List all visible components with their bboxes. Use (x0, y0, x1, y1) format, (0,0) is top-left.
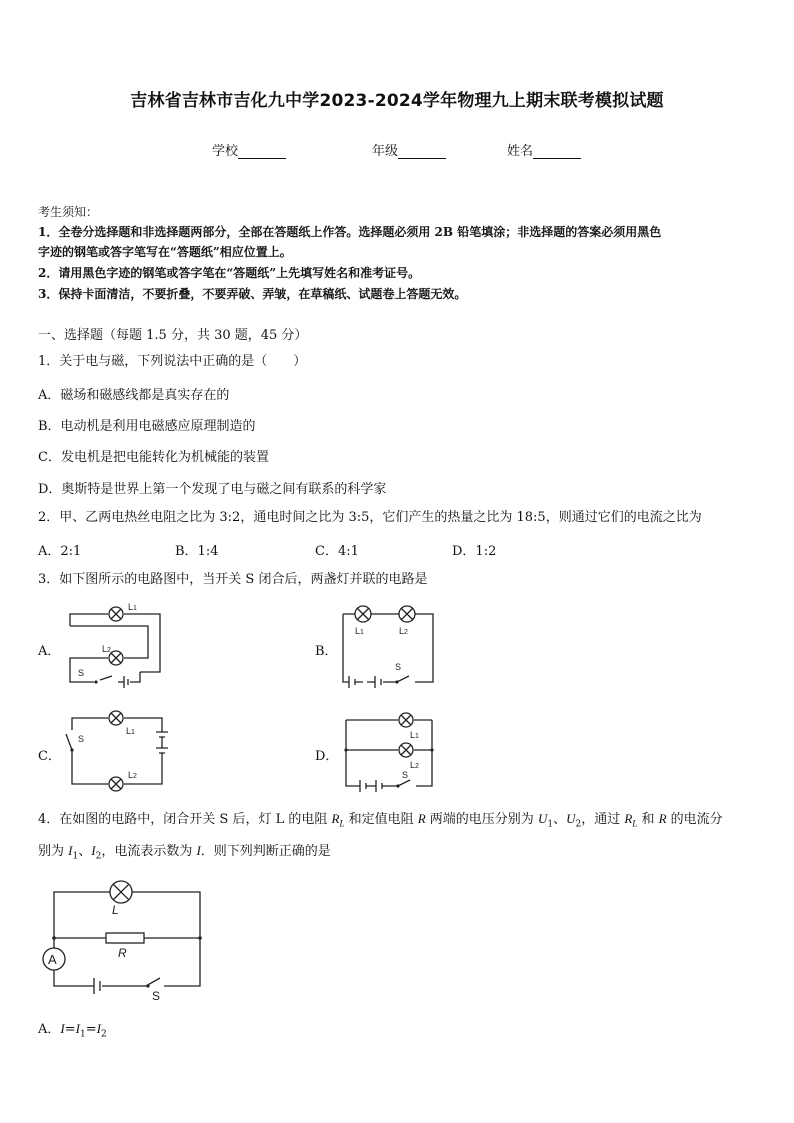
q2-stem: 2．甲、乙两电热丝电阻之比为 3:2，通电时间之比为 3:5，它们产生的热量之比为 18:5，则通过它们的电流之比为 (38, 510, 702, 525)
notice-heading: 考生须知： (38, 205, 99, 219)
q1-option-a[interactable]: A．磁场和磁感线都是真实存在的 (38, 388, 230, 403)
l2-sub: 2 (107, 647, 111, 654)
q3-label-d[interactable]: D． (315, 749, 339, 764)
q1-stem: 1．关于电与磁，下列说法中正确的是（ ） (38, 354, 307, 369)
notice-item-3: 3．保持卡面清洁，不要折叠，不要弄破、弄皱，在草稿纸、试题卷上答题无效。 (38, 287, 467, 301)
q2-option-c[interactable]: C．4:1 (315, 544, 359, 559)
l2-label: L (410, 760, 416, 770)
q4-stem-line2: 别为 $I_1$、$I_2$，电流表示数为 I．则下列判断正确的是 (38, 843, 331, 862)
l1-label: L (126, 726, 132, 736)
l1-sub: 1 (360, 629, 364, 636)
q2-option-a[interactable]: A．2:1 (38, 544, 82, 559)
name-label: 姓名 (507, 144, 534, 159)
q3-label-a[interactable]: A． (38, 644, 61, 659)
r-symbol: R (417, 811, 426, 826)
switch-label: S (395, 662, 402, 672)
resistor-label: R (118, 946, 127, 960)
q4-option-a[interactable]: A．$I=I_1=I_2$ (38, 1021, 107, 1040)
l1-label: L (410, 730, 416, 740)
switch-label: S (78, 668, 85, 678)
l1-label: L (355, 626, 361, 636)
name-blank (533, 146, 581, 159)
l2-sub: 2 (404, 629, 408, 636)
school-label: 学校 (212, 144, 239, 159)
svg-text:L2 (399, 626, 408, 636)
q1-option-b[interactable]: B．电动机是利用电磁感应原理制造的 (38, 419, 256, 434)
page-title: 吉林省吉林市吉化九中学2023-2024学年物理九上期末联考模拟试题 (130, 91, 664, 111)
school-blank (238, 146, 286, 159)
circuit-c-diagram (62, 708, 180, 798)
q4-circuit-diagram (38, 874, 218, 1000)
l2-sub: 2 (133, 773, 137, 780)
l2-label: L (399, 626, 405, 636)
l1-sub: 1 (415, 733, 419, 740)
svg-text:L1 (128, 602, 137, 612)
switch-label: S (78, 734, 85, 744)
section-heading: 一、选择题（每题 1.5 分，共 30 题，45 分） (38, 328, 308, 343)
circuit-b-diagram (335, 598, 445, 690)
circuit-a-diagram (60, 600, 170, 692)
q2-option-b[interactable]: B．1:4 (175, 544, 219, 559)
svg-text:L2 (128, 770, 137, 780)
svg-text:L1 (355, 626, 364, 636)
grade-blank (398, 146, 446, 159)
school-field (212, 140, 286, 159)
l2-label: L (128, 770, 134, 780)
svg-text:L1 (410, 730, 419, 740)
grade-field (372, 140, 446, 159)
q1-option-d[interactable]: D．奥斯特是世界上第一个发现了电与磁之间有联系的科学家 (38, 482, 387, 497)
ammeter-label: A (48, 952, 57, 967)
switch-label: S (152, 989, 161, 1000)
l1-label: L (128, 602, 134, 612)
svg-text:L2 (102, 644, 111, 654)
l1-sub: 1 (131, 729, 135, 736)
q4-stem-line1: 4．在如图的电路中，闭合开关 S 后，灯 L 的电阻 $R_L$ 和定值电阻 R 两端的电压分别为 $U_1$、$U_2$，通过 $R_L$ 和 R 的电流分 (38, 811, 723, 830)
switch-label: S (402, 770, 409, 780)
svg-text:L2 (410, 760, 419, 770)
name-field (507, 140, 581, 159)
notice-item-1-cont: 字迹的钢笔或答字笔写在“答题纸”相应位置上。 (38, 245, 292, 259)
q1-option-c[interactable]: C．发电机是把电能转化为机械能的装置 (38, 450, 269, 465)
rl-symbol: R (331, 811, 340, 826)
l2-label: L (102, 644, 108, 654)
circuit-d-diagram (340, 708, 440, 796)
lamp-label: L (112, 903, 119, 917)
q2-option-d[interactable]: D．1:2 (452, 544, 497, 559)
svg-text:L1 (126, 726, 135, 736)
q3-stem: 3．如下图所示的电路图中，当开关 S 闭合后，两盏灯并联的电路是 (38, 572, 428, 587)
resistor-icon (106, 933, 144, 943)
l1-sub: 1 (133, 605, 137, 612)
q3-label-b[interactable]: B． (315, 644, 338, 659)
l2-sub: 2 (415, 763, 419, 770)
grade-label: 年级 (372, 144, 399, 159)
q3-label-c[interactable]: C． (38, 749, 61, 764)
notice-item-2: 2．请用黑色字迹的钢笔或答字笔在“答题纸”上先填写姓名和准考证号。 (38, 266, 421, 280)
notice-item-1: 1．全卷分选择题和非选择题两部分，全部在答题纸上作答。选择题必须用 2B 铅笔填涂；非选择题的答案必须用黑色 (38, 225, 662, 239)
